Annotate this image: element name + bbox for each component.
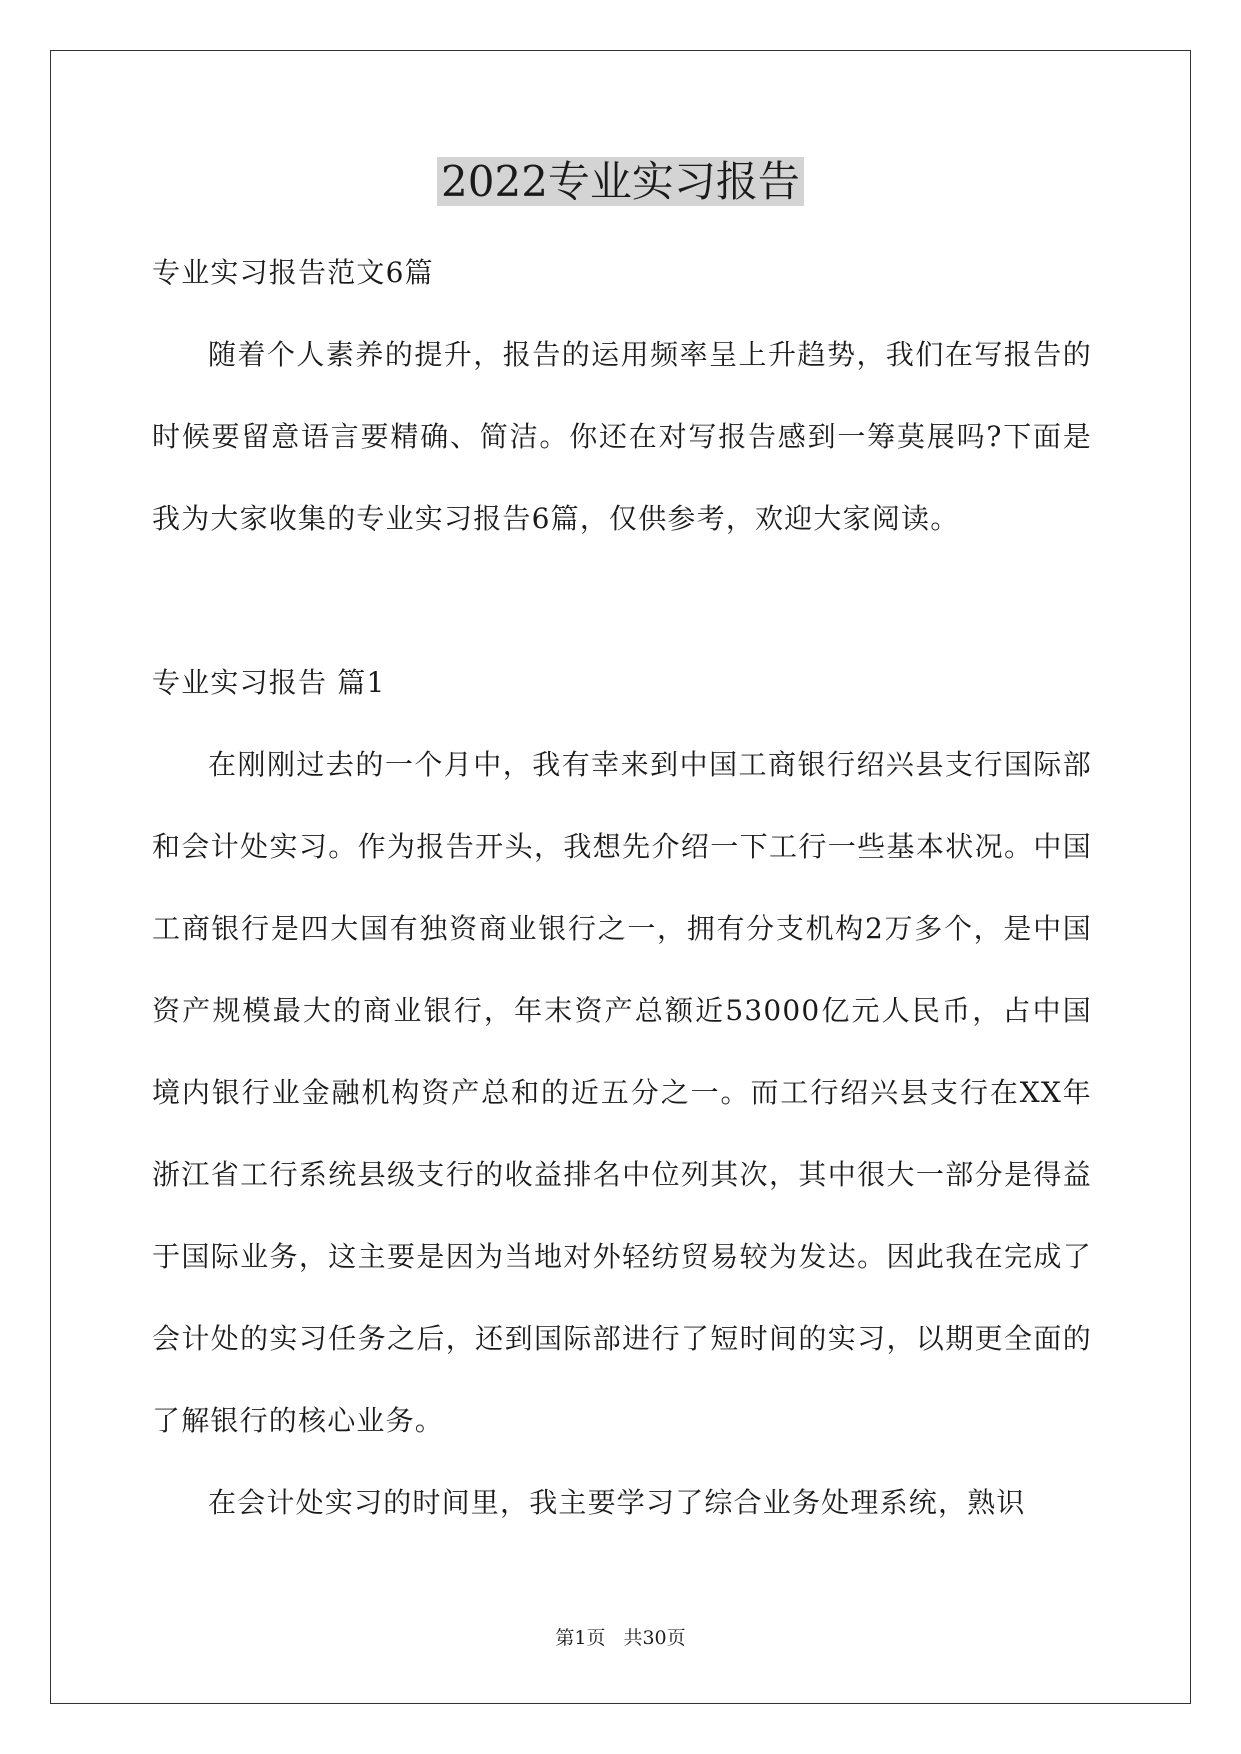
section-paragraph: 在会计处实习的时间里，我主要学习了综合业务处理系统，熟识: [208, 1486, 1026, 1519]
section-spacer: [152, 560, 1092, 642]
document-body: [152, 232, 1092, 1544]
page-footer: [0, 1626, 1241, 1650]
document-title-text: 2022专业实习报告: [437, 157, 804, 206]
section-paragraph: 在刚刚过去的一个月中，我有幸来到中国工商银行绍兴县支行国际部和会计处实习。作为报告开头，我想先介绍一下工行一些基本状况。中国工商银行是四大国有独资商业银行之一，拥有分支机构2万多个，是中国资产规模最大的商业银行，年末资产总额近53000亿元人民币，占中国境内银行业金融机构资产总和的近五分之一。而工行绍兴县支行在XX年浙江省工行系统县级支行的收益排名中位列其次，其中很大一部分是得益于国际业务，这主要是因为当地对外轻纺贸易较为发达。因此我在完成了会计处的实习任务之后，还到国际部进行了短时间的实习，以期更全面的了解银行的核心业务。: [152, 748, 1092, 1437]
section-heading: 专业实习报告 篇1: [152, 666, 386, 699]
document-title: [0, 152, 1241, 212]
intro-paragraph: 随着个人素养的提升，报告的运用频率呈上升趋势，我们在写报告的时候要留意语言要精确、简洁。你还在对写报告感到一筹莫展吗?下面是我为大家收集的专业实习报告6篇，仅供参考，欢迎大家阅读。: [152, 338, 1092, 535]
page-total: 共30页: [623, 1627, 686, 1649]
intro-heading: 专业实习报告范文6篇: [152, 256, 434, 289]
page-number: 第1页: [555, 1627, 606, 1649]
